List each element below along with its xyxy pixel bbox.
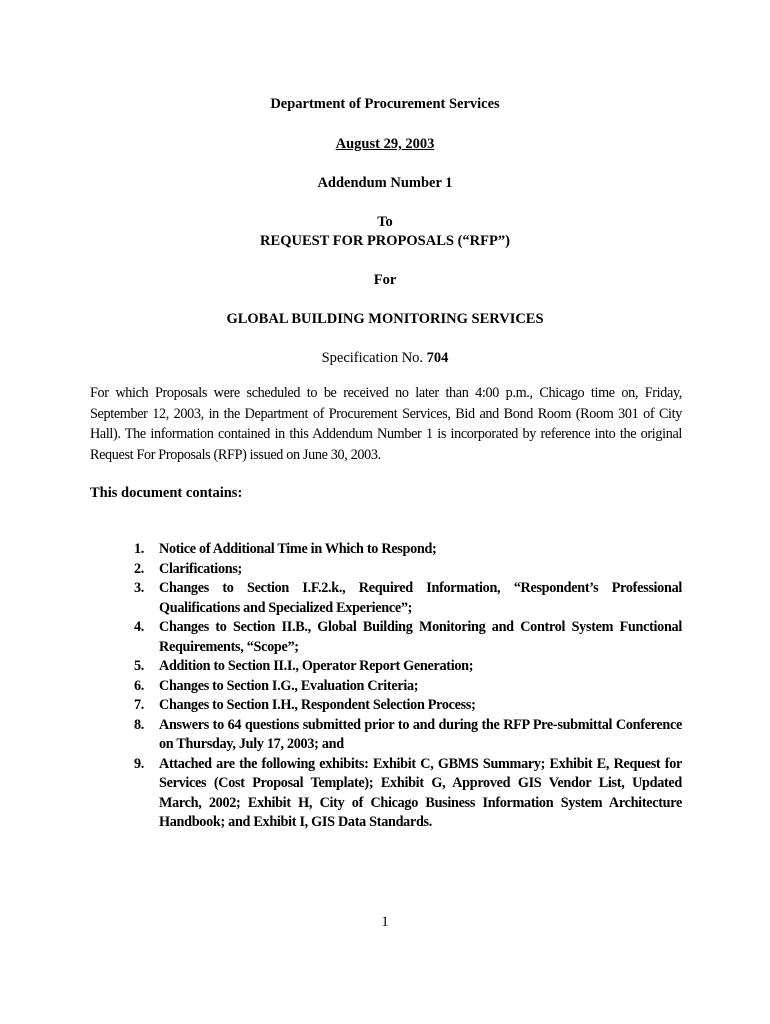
specification-line xyxy=(0,349,770,367)
list-item-text: Answers to 64 questions submitted prior to and during the RFP Pre-submittal Conference on Thursday, July 17, 2003; and xyxy=(159,716,682,752)
list-item-text: Attached are the following exhibits: Exhibit C, GBMS Summary; Exhibit E, Request for Services (Cost Proposal Template); Exhibit G, Approved GIS Vendor List, Updated March, 2002; Exhibit H, City of Chicago Business Information System Architecture Handbook; and Exhibit I, GIS Data Standards. xyxy=(159,755,682,830)
list-item-text: Clarifications; xyxy=(159,560,242,577)
rfp-title: REQUEST FOR PROPOSALS (“RFP”) xyxy=(260,233,510,249)
list-item-number: 8. xyxy=(134,716,145,733)
list-item-number: 9. xyxy=(134,755,145,772)
list-item-text: Notice of Additional Time in Which to Respond; xyxy=(159,541,437,557)
list-item-number: 4. xyxy=(134,619,145,635)
list-item-number: 1. xyxy=(134,541,145,557)
list-item xyxy=(134,677,682,697)
list-item xyxy=(134,696,682,716)
project-title: GLOBAL BUILDING MONITORING SERVICES xyxy=(226,311,544,327)
list-item xyxy=(134,560,682,580)
list-item-number: 7. xyxy=(134,697,145,713)
specification-number: 704 xyxy=(426,350,449,366)
list-item-text: Changes to Section I.G., Evaluation Criteria; xyxy=(159,677,419,694)
list-item xyxy=(134,579,682,618)
department-heading: Department of Procurement Services xyxy=(270,96,500,112)
list-item-number: 2. xyxy=(134,560,145,577)
list-item-number: 3. xyxy=(134,580,145,596)
list-item-text: Changes to Section I.F.2.k., Required Information, “Respondent’s Professional Qualifications and Specialized Experience”; xyxy=(159,580,682,616)
list-item-text: Addition to Section II.I., Operator Report Generation; xyxy=(159,658,474,674)
list-item-number: 6. xyxy=(134,677,145,694)
list-item xyxy=(134,618,682,657)
list-item xyxy=(134,657,682,677)
contains-heading: This document contains: xyxy=(90,485,243,501)
to-label: To xyxy=(377,214,393,230)
page-number: 1 xyxy=(381,914,389,930)
list-item xyxy=(134,540,682,560)
list-item-text: Changes to Section I.H., Respondent Selection Process; xyxy=(159,697,476,713)
list-item-number: 5. xyxy=(134,658,145,674)
list-item xyxy=(134,755,682,833)
document-date: August 29, 2003 xyxy=(335,136,435,152)
list-item-text: Changes to Section II.B., Global Building Monitoring and Control System Functional Requirements, “Scope”; xyxy=(159,619,682,655)
addendum-number: Addendum Number 1 xyxy=(317,175,453,191)
for-label: For xyxy=(373,272,397,288)
list-item xyxy=(134,716,682,755)
intro-paragraph: For which Proposals were scheduled to be received no later than 4:00 p.m., Chicago time on, Friday, September 12, 2003, in the Department of Procurement Services, Bid and Bond Room (Room 301 of City Hall). The information contained in this Addendum Number 1 is incorporated by reference into the original Request For Proposals (RFP) issued on June 30, 2003. xyxy=(90,385,682,463)
specification-prefix: Specification No. xyxy=(321,350,427,366)
contents-list xyxy=(134,540,682,833)
